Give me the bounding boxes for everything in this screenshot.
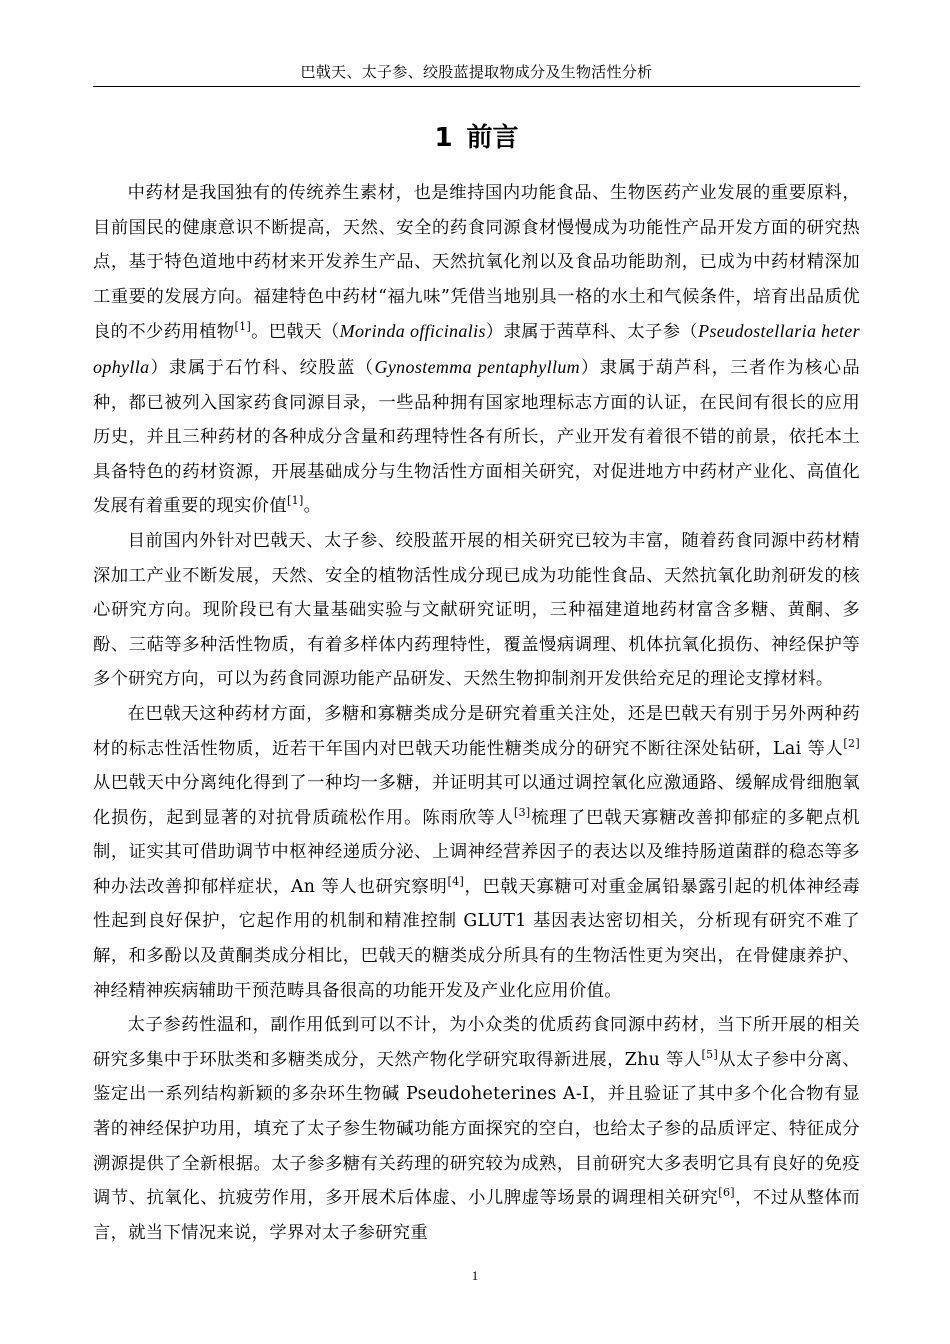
text-run: 从太子参中分离、鉴定出一系列结构新颖的多杂环生物碱 Pseudoheterines A-I，并且验证了其中多个化合物有显著的神经保护功用，填充了太子参生物碱功能方面探究的空白，也给太子参的品质评定、特征成分溯源提供了全新根据。太子参多糖有关药理的研究较为成熟，目前研究大多表明它具有良好的免疫调节、抗氧化、抗疲劳作用，多开展术后体虚、小儿脾虚等场景的调理相关研究	[93, 1049, 860, 1209]
running-header: 巴戟天、太子参、绞股蓝提取物成分及生物活性分析	[300, 63, 653, 81]
text-run: 目前国内外针对巴戟天、太子参、绞股蓝开展的相关研究已较为丰富，随着药食同源中药材精深加工产业不断发展，天然、安全的植物活性成分现已成为功能性食品、天然抗氧化助剂研发的核心研究方向。现阶段已有大量基础实验与文献研究证明，三种福建道地药材富含多糖、黄酮、多酚、三萜等多种活性物质，有着多样体内药理特性，覆盖慢病调理、机体抗氧化损伤、神经保护等多个研究方向，可以为药食同源功能产品研发、天然生物抑制剂开发供给充足的理论支撑材料。	[93, 530, 860, 690]
citation-ref: [2]	[843, 736, 860, 750]
citation-ref: [1]	[234, 320, 252, 334]
text-run: ，不过从整体而言，就当下情况来说，学界对太子参研究重	[93, 1188, 860, 1243]
section-number: 1	[434, 123, 453, 153]
text-run: ）隶属于葫芦科，三者作为核心品种，都已被列入国家药食同源目录，一些品种拥有国家地理标志方面的认证，在民间有很长的应用历史，并且三种药材的各种成分含量和药理特性各有所长，产业开发有着很不错的前景，依托本土具备特色的药材资源，开展基础成分与生物活性方面相关研究，对促进地方中药材产业化、高值化发展有着重要的现实价值	[93, 357, 860, 517]
body-text	[93, 176, 860, 1250]
citation-ref: [4]	[447, 875, 465, 889]
header-divider	[93, 86, 860, 87]
latin-name: Morinda officinalis	[339, 321, 486, 342]
text-run: 太子参药性温和，副作用低到可以不计，为小众类的优质药食同源中药材，当下所开展的相关研究多集中于环肽类和多糖类成分，天然产物化学研究取得新进展，Zhu 等人	[93, 1015, 860, 1070]
citation-ref: [5]	[701, 1048, 719, 1062]
citation-ref: [3]	[513, 805, 531, 819]
text-run: 梳理了巴戟天寡糖改善抑郁症的多靶点机制，证实其可借助调节中枢神经递质分泌、上调神经营养因子的表达以及维持肠道菌群的稳态等多种办法改善抑郁样症状，An 等人也研究察明	[93, 807, 860, 897]
text-run: 从巴戟天中分离纯化得到了一种均一多糖，并证明其可以通过调控氧化应激通路、缓解成骨细胞氧化损伤，起到显著的对抗骨质疏松作用。陈雨欣等人	[93, 773, 860, 828]
paragraph-3	[93, 697, 860, 1008]
section-heading	[93, 118, 860, 158]
citation-ref: [1]	[286, 494, 304, 508]
text-run: ，巴戟天寡糖可对重金属铅暴露引起的机体神经毒性起到良好保护，它起作用的机制和精准控制 GLUT1 基因表达密切相关，分析现有研究不难了解，和多酚以及黄酮类成分相比，巴戟天的糖类成分所具有的生物活性更为突出，在骨健康养护、神经精神疾病辅助干预范畴具备很高的功能开发及产业化应用价值。	[93, 876, 860, 1001]
paragraph-2	[93, 524, 860, 697]
latin-name: Pseudostellaria heterophylla	[93, 321, 860, 377]
text-run: 。巴戟天（	[251, 322, 340, 343]
text-run: 中药材是我国独有的传统养生素材，也是维持国内功能食品、生物医药产业发展的重要原料，目前国民的健康意识不断提高，天然、安全的药食同源食材慢慢成为功能性产品开发方面的研究热点，基于特色道地中药材来开发养生产品、天然抗氧化剂以及食品功能助剂，已成为中药材精深加工重要的发展方向。福建特色中药材“福九味”凭借当地别具一格的水土和气候条件，培育出品质优良的不少药用植物	[93, 183, 860, 343]
latin-name: Gynostemma pentaphyllum	[374, 356, 581, 377]
text-run: 。	[303, 496, 322, 517]
section-title: 前言	[466, 123, 519, 153]
citation-ref: [6]	[718, 1186, 735, 1200]
text-run: ）隶属于石竹科、绞股蓝（	[149, 357, 375, 378]
text-run: 在巴戟天这种药材方面，多糖和寡糖类成分是研究着重关注处，还是巴戟天有别于另外两种药材的标志性活性物质，近若干年国内对巴戟天功能性糖类成分的研究不断往深处钻研，Lai 等人	[93, 703, 860, 759]
page-number: 1	[471, 1268, 479, 1283]
paragraph-1	[93, 176, 860, 524]
text-run: ）隶属于茜草科、太子参（	[485, 322, 699, 343]
paragraph-4	[93, 1008, 860, 1250]
